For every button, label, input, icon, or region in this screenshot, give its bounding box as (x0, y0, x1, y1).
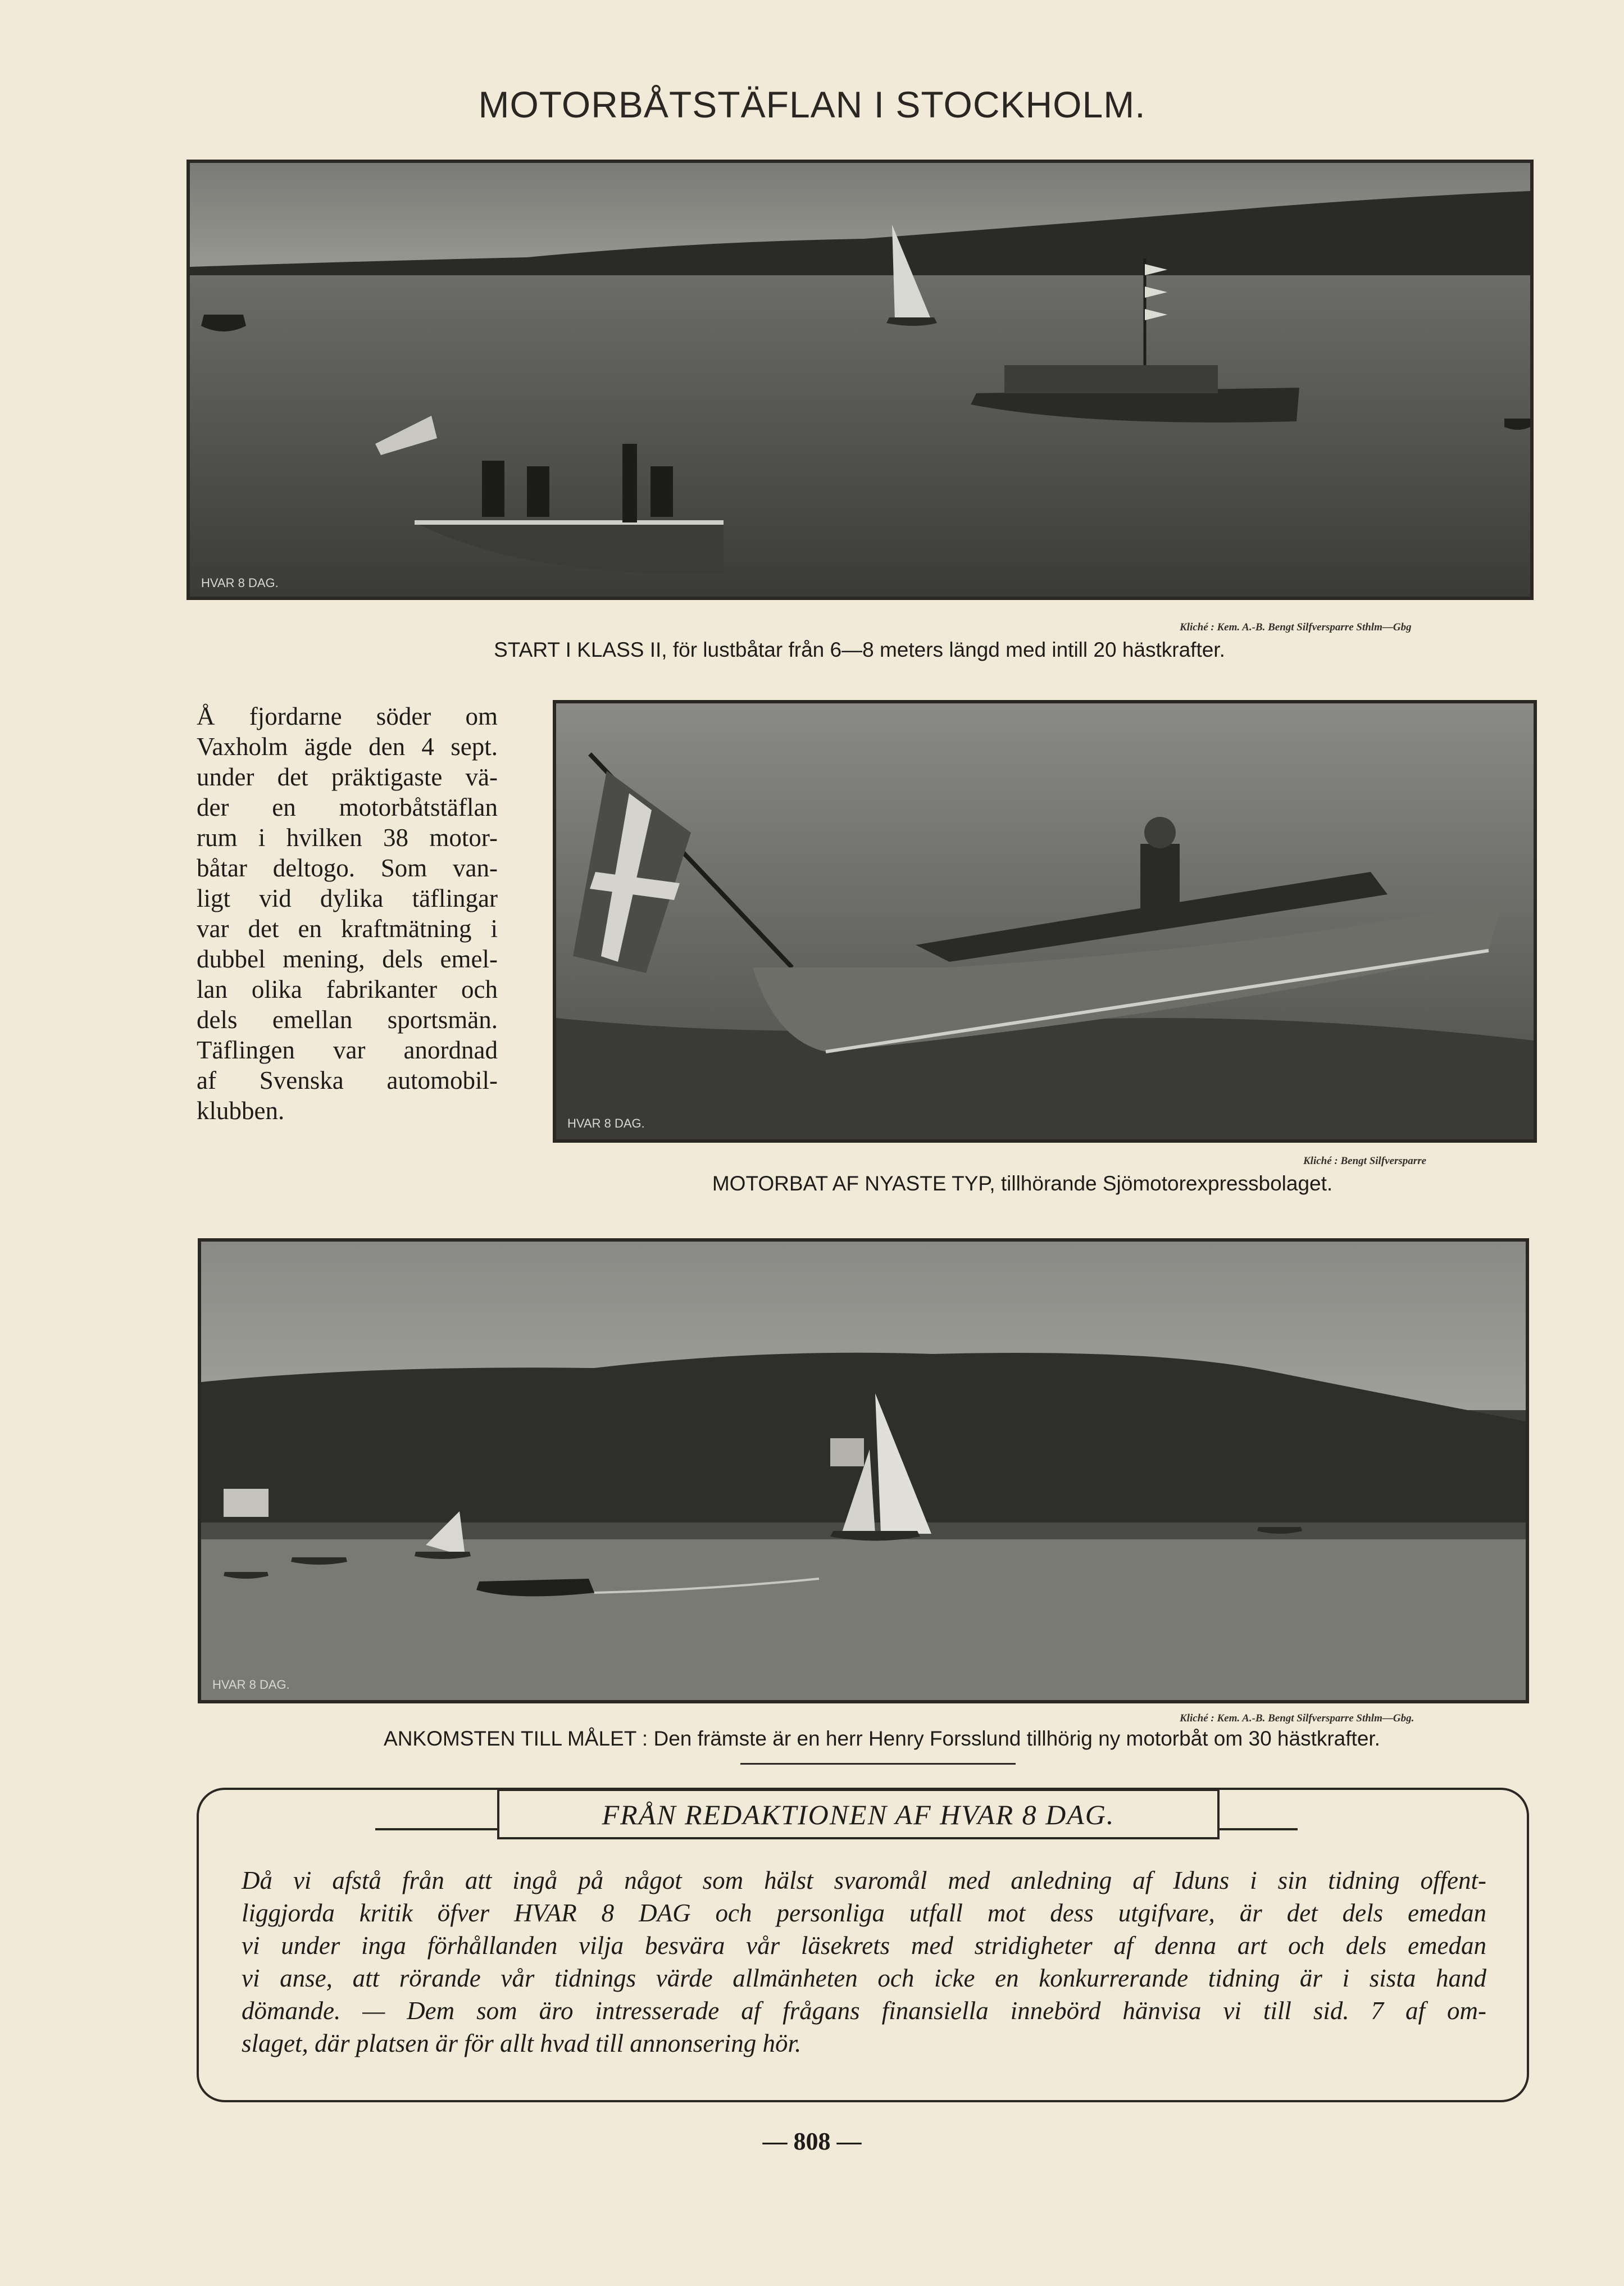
photo-credit: Kliché : Kem. A.-B. Bengt Silfversparre Sthlm—Gbg. (1180, 1712, 1414, 1724)
article-line: ligt vid dylika täflingar (197, 884, 498, 912)
article-line: der en motorbåtstäflan (197, 793, 498, 821)
photo-watermark: HVAR 8 DAG. (201, 576, 279, 590)
photo-credit: Kliché : Kem. A.-B. Bengt Silfversparre Sthlm—Gbg (1180, 621, 1412, 633)
photo-motorboat-newest-type (553, 700, 1537, 1143)
notice-line: vi under inga förhållanden vilja besvära vår läsekrets med stridigheter af denna art och dels emedan (242, 1931, 1486, 1960)
photo-caption: MOTORBAT AF NYASTE TYP, tillhörande Sjömotorexpressbolaget. (712, 1172, 1333, 1195)
article-line: båtar deltogo. Som van- (197, 854, 498, 882)
article-line: rum i hvilken 38 motor- (197, 824, 498, 852)
article-line: lan olika fabrikanter och (197, 975, 498, 1003)
article-line: Å fjordarne söder om (197, 702, 498, 730)
article-line: var det en kraftmätning i (197, 915, 498, 943)
notice-text (242, 1864, 1486, 2060)
notice-title: FRÅN REDAKTIONEN AF HVAR 8 DAG. (497, 1789, 1220, 1839)
photo-watermark: HVAR 8 DAG. (567, 1116, 645, 1130)
article-line: dels emellan sportsmän. (197, 1006, 498, 1034)
article-text (197, 701, 498, 1126)
notice-line: Då vi afstå från att ingå på något som hälst svaromål med anledning af Iduns i sin tidning offent- (242, 1866, 1486, 1894)
article-line: dubbel mening, dels emel- (197, 945, 498, 973)
article-line: Vaxholm ägde den 4 sept. (197, 733, 498, 761)
photo-start-class-ii (186, 160, 1534, 600)
notice-line: dömande. — Dem som äro intresserade af frågans finansiella innebörd hänvisa vi till sid. 7 af om- (242, 1997, 1486, 2025)
notice-bar-left (375, 1828, 499, 1830)
photo-caption: ANKOMSTEN TILL MÅLET : Den främste är en herr Henry Forsslund tillhörig ny motorbåt om 30 hästkrafter. (384, 1727, 1380, 1750)
notice-line: slaget, där platsen är för allt hvad till annonsering hör. (242, 2029, 802, 2057)
article-line: under det präktigaste vä- (197, 763, 498, 791)
separator-rule (740, 1763, 1016, 1765)
photo-caption: START I KLASS II, för lustbåtar från 6—8 meters längd med intill 20 hästkrafter. (494, 638, 1225, 661)
page-title: MOTORBÅTSTÄFLAN I STOCKHOLM. (478, 84, 1146, 125)
photo-watermark: HVAR 8 DAG. (212, 1678, 290, 1692)
article-line: af Svenska automobil- (197, 1066, 498, 1094)
page-number: — 808 — (762, 2128, 862, 2155)
notice-line: liggjorda kritik öfver HVAR 8 DAG och personliga utfall mot dess utgifvare, är det dels emedan (242, 1899, 1486, 1927)
article-line: klubben. (197, 1097, 285, 1125)
photo-arrival-at-finish (198, 1238, 1529, 1703)
article-line: Täflingen var anordnad (197, 1036, 498, 1064)
notice-bar-right (1218, 1828, 1298, 1830)
notice-line: vi anse, att rörande vår tidnings värde allmänheten och icke en konkurrerande tidning är i sista hand (242, 1964, 1486, 1992)
photo-credit: Kliché : Bengt Silfversparre (1303, 1155, 1427, 1167)
